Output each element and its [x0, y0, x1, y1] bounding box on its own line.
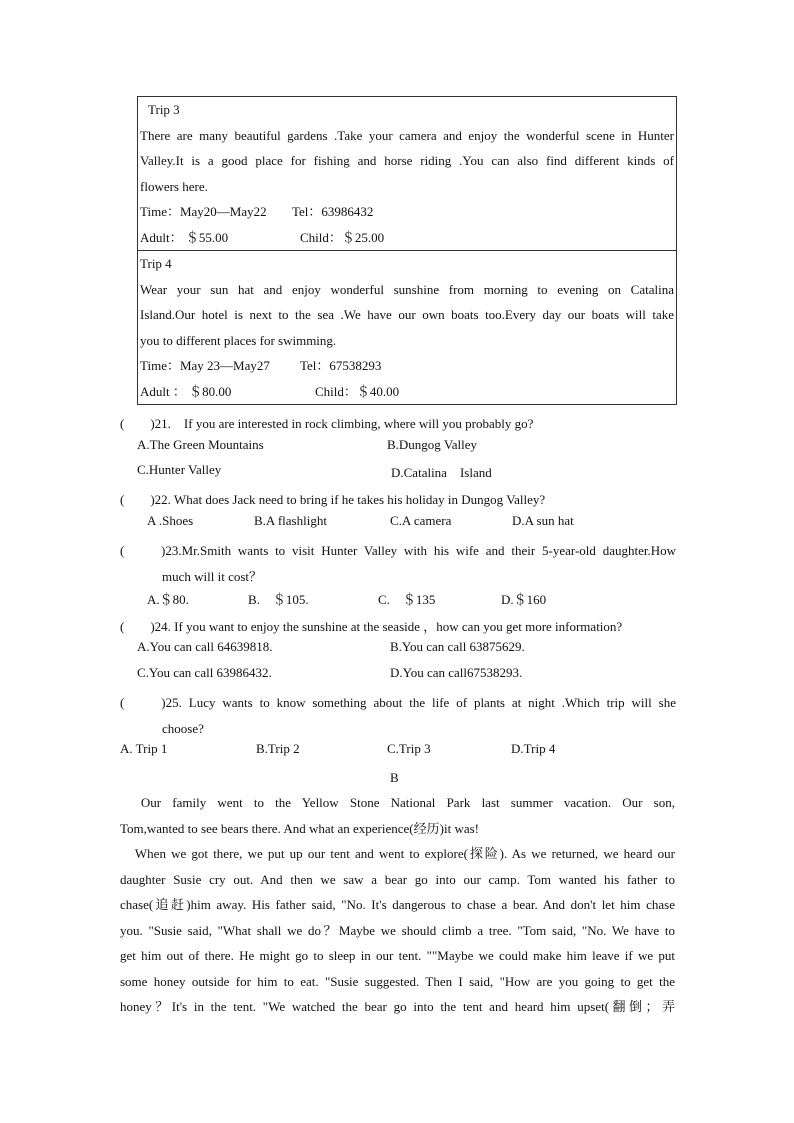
- trip-table: [137, 96, 677, 405]
- section-heading: B: [390, 770, 399, 785]
- option-b: B.Dungog Valley: [387, 437, 478, 452]
- trip-description-line: Island.Our hotel is next to the sea .We have our own boats too.Every day our boats will take: [140, 307, 674, 322]
- question-stem: ( )25. Lucy wants to know something about the life of plants at night .Which trip will she: [120, 695, 676, 710]
- trip-description-line: Valley.It is a good place for fishing and horse riding .You can also find different kinds of: [140, 153, 674, 168]
- option-c: C.Hunter Valley: [137, 462, 222, 477]
- option-c: C.Trip 3: [387, 741, 431, 756]
- trip-time: Time：May20—May22: [140, 204, 267, 219]
- option-c: C.A camera: [390, 513, 452, 528]
- trip-child-price: Child：＄40.00: [315, 383, 400, 399]
- trip-adult-price: Adult： ＄55.00: [140, 229, 229, 245]
- passage-line: some honey outside for him to eat. "Susie suggested. Then I said, "How are you going to get the: [120, 973, 675, 989]
- trip-time-tel: [140, 199, 674, 225]
- question-23: [120, 538, 676, 589]
- trip-prices: [140, 225, 674, 251]
- trip-time: Time：May 23—May27: [140, 358, 270, 373]
- passage-line: Tom,wanted to see bears there. And what an experience(经历)it was!: [120, 820, 479, 836]
- option-d: D.You can call67538293.: [390, 665, 523, 680]
- trip-prices: [140, 379, 674, 405]
- passage-line: chase(追赶)him away. His father said, "No. It's dangerous to chase a bear. And don't let him chase: [120, 897, 675, 912]
- trip-time-tel: [140, 353, 674, 379]
- option-b: B.You can call 63875629.: [390, 639, 525, 654]
- trip-description-line: There are many beautiful gardens .Take your camera and enjoy the wonderful scene in Hunter: [140, 127, 674, 143]
- question-stem: ( )23.Mr.Smith wants to visit Hunter Valley with his wife and their 5-year-old daughter.How: [120, 543, 676, 558]
- question-21: [120, 411, 676, 437]
- option-a: A.＄80.: [147, 592, 189, 607]
- trip-tel: Tel：67538293: [300, 358, 382, 373]
- option-b: B. ＄105.: [248, 592, 309, 607]
- question-stem-cont: much will it cost？: [162, 568, 263, 584]
- question-stem-cont: choose?: [162, 720, 204, 736]
- trip-description-line: flowers here.: [140, 178, 208, 194]
- option-d: D.Trip 4: [511, 741, 556, 756]
- question-22: [120, 487, 676, 513]
- trip-tel: Tel：63986432: [292, 204, 374, 219]
- option-a: A. Trip 1: [120, 741, 168, 756]
- passage-line: you. "Susie said, "What shall we do？Maybe we should climb a tree. "Tom said, "No. We have to: [120, 922, 675, 938]
- trip-description-line: Wear your sun hat and enjoy wonderful sunshine from morning to evening on Catalina: [140, 281, 674, 297]
- option-b: B.Trip 2: [256, 741, 300, 756]
- trip-child-price: Child：＄25.00: [300, 229, 385, 245]
- option-d: D.Catalina Island: [391, 465, 492, 480]
- trip-title: Trip 4: [140, 256, 172, 271]
- passage-paragraph-1: [120, 790, 675, 841]
- question-stem: ( )21. If you are interested in rock climbing, where will you probably go?: [120, 416, 534, 431]
- option-a: A.You can call 64639818.: [137, 639, 273, 654]
- passage-line: Our family went to the Yellow Stone National Park last summer vacation. Our son,: [120, 795, 675, 810]
- trip-adult-price: Adult ： ＄80.00: [140, 383, 232, 399]
- trip-description-line: you to different places for swimming.: [140, 332, 337, 348]
- trip-3-cell: [138, 97, 676, 250]
- question-24: [120, 614, 676, 640]
- question-stem: ( )24. If you want to enjoy the sunshine at the seaside ，how can you get more information?: [120, 619, 623, 634]
- option-d: D.＄160: [501, 592, 547, 607]
- trip-title: Trip 3: [148, 102, 180, 117]
- passage-paragraph-2: [120, 841, 675, 1020]
- passage-line: When we got there, we put up our tent and went to explore(探险). As we returned, we heard our: [120, 846, 675, 861]
- option-a: A .Shoes: [147, 513, 194, 528]
- passage-line: daughter Susie cry out. And then we saw a bear go into our camp. Tom wanted his father to: [120, 871, 675, 887]
- question-25: [120, 690, 676, 741]
- passage-line: honey？It's in the tent. "We watched the bear go into the tent and heard him upset(翻倒；弄: [120, 999, 675, 1014]
- option-d: D.A sun hat: [512, 513, 574, 528]
- option-c: C.You can call 63986432.: [137, 665, 272, 680]
- passage-line: get him out of there. He might go to sleep in our tent. ""Maybe we could make him leave if we put: [120, 948, 675, 963]
- option-a: A.The Green Mountains: [137, 437, 264, 452]
- question-stem: ( )22. What does Jack need to bring if he takes his holiday in Dungog Valley?: [120, 492, 546, 507]
- option-b: B.A flashlight: [254, 513, 327, 528]
- trip-4-cell: [138, 250, 676, 404]
- option-c: C. ＄135: [378, 592, 436, 607]
